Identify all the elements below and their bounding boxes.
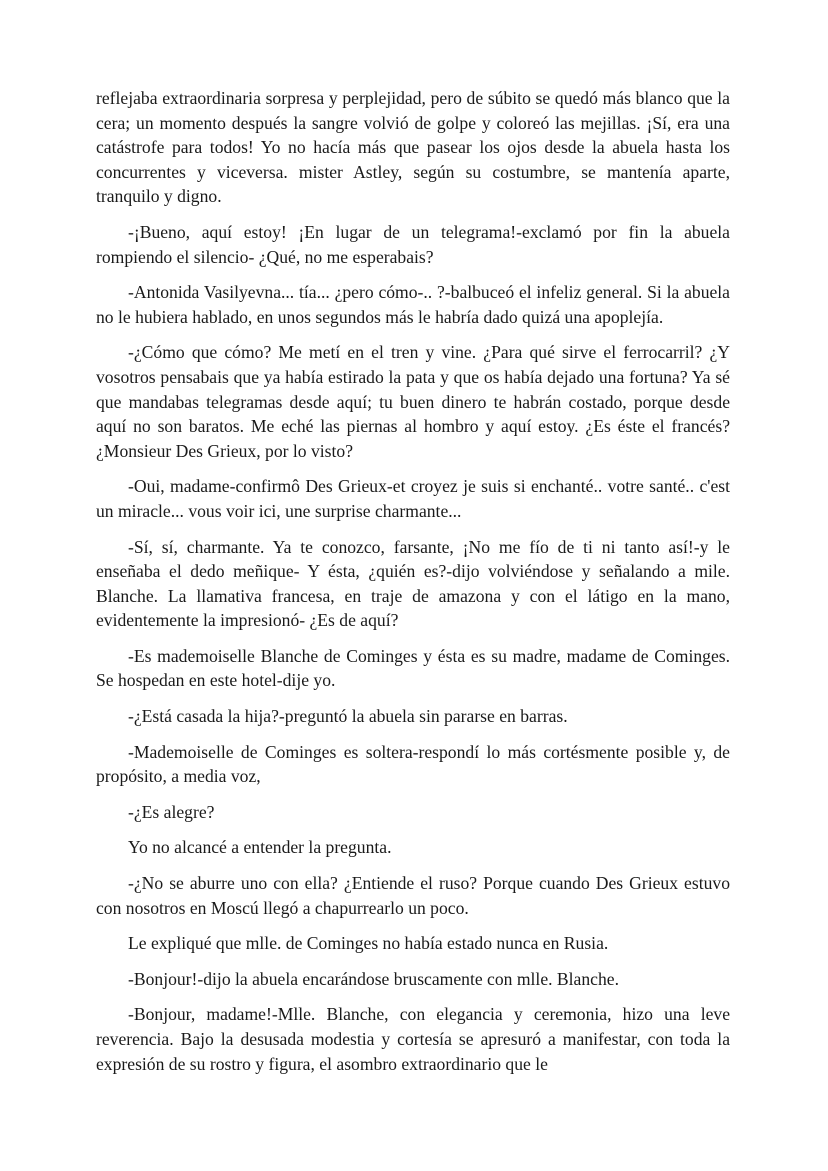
- paragraph-10: -¿Es alegre?: [128, 801, 215, 822]
- page-body: [96, 86, 730, 1076]
- paragraph-1: reflejaba extraordinaria sorpresa y perplejidad, pero de súbito se quedó más blanco que la cera; un momento después la sangre volvió de golpe y coloreó las mejillas. ¡Sí, era una catástrofe para todos! Yo no hacía más que pasear los ojos desde la abuela hasta los concurrentes y viceversa. mister Astley, según su costumbre, se mantenía aparte, tranquilo y digno.: [96, 88, 730, 207]
- paragraph-4: -¿Cómo que cómo? Me metí en el tren y vine. ¿Para qué sirve el ferrocarril? ¿Y vosotros pensabais que ya había estirado la pata y que os había dejado una fortuna? Ya sé que mandabas telegramas desde aquí; tu buen dinero te habrán costado, porque desde aquí no son baratos. Me eché las piernas al hombro y aquí estoy. ¿Es éste el francés? ¿Monsieur Des Grieux, por lo visto?: [96, 342, 730, 461]
- paragraph-11: Yo no alcancé a entender la pregunta.: [128, 837, 392, 858]
- paragraph-5: -Oui, madame-confirmô Des Grieux-et croyez je suis si enchanté.. votre santé.. c'est un miracle... vous voir ici, une surprise charmante...: [96, 476, 730, 521]
- paragraph-7: -Es mademoiselle Blanche de Cominges y ésta es su madre, madame de Cominges. Se hospedan en este hotel-dije yo.: [96, 645, 730, 691]
- paragraph-2: -¡Bueno, aquí estoy! ¡En lugar de un telegrama!-exclamó por fin la abuela rompiendo el silencio- ¿Qué, no me esperabais?: [96, 221, 730, 267]
- paragraph-14: -Bonjour!-dijo la abuela encarándose bruscamente con mlle. Blanche.: [128, 968, 619, 989]
- paragraph-15: -Bonjour, madame!-Mlle. Blanche, con elegancia y ceremonia, hizo una leve reverencia. Bajo la desusada modestia y cortesía se apresuró a manifestar, con toda la expresión de su rostro y figura, el asombro extraordinario que le: [96, 1004, 730, 1074]
- paragraph-12: -¿No se aburre uno con ella? ¿Entiende el ruso? Porque cuando Des Grieux estuvo con nosotros en Moscú llegó a chapurrearlo un poco.: [96, 873, 730, 918]
- paragraph-6: -Sí, sí, charmante. Ya te conozco, farsante, ¡No me fío de ti ni tanto así!-y le enseñaba el dedo meñique- Y ésta, ¿quién es?-dijo volviéndose y señalando a mile. Blanche. La llamativa francesa, en traje de amazona y con el látigo en la mano, evidentemente la impresionó- ¿Es de aquí?: [96, 536, 730, 631]
- paragraph-3: -Antonida Vasilyevna... tía... ¿pero cómo-.. ?-balbuceó el infeliz general. Si la abuela no le hubiera hablado, en unos segundos más le habría dado quizá una apoplejía.: [96, 282, 730, 327]
- paragraph-13: Le expliqué que mlle. de Cominges no había estado nunca en Rusia.: [128, 933, 609, 954]
- paragraph-8: -¿Está casada la hija?-preguntó la abuela sin pararse en barras.: [128, 706, 568, 727]
- paragraph-9: -Mademoiselle de Cominges es soltera-respondí lo más cortésmente posible y, de propósito, a media voz,: [96, 741, 730, 787]
